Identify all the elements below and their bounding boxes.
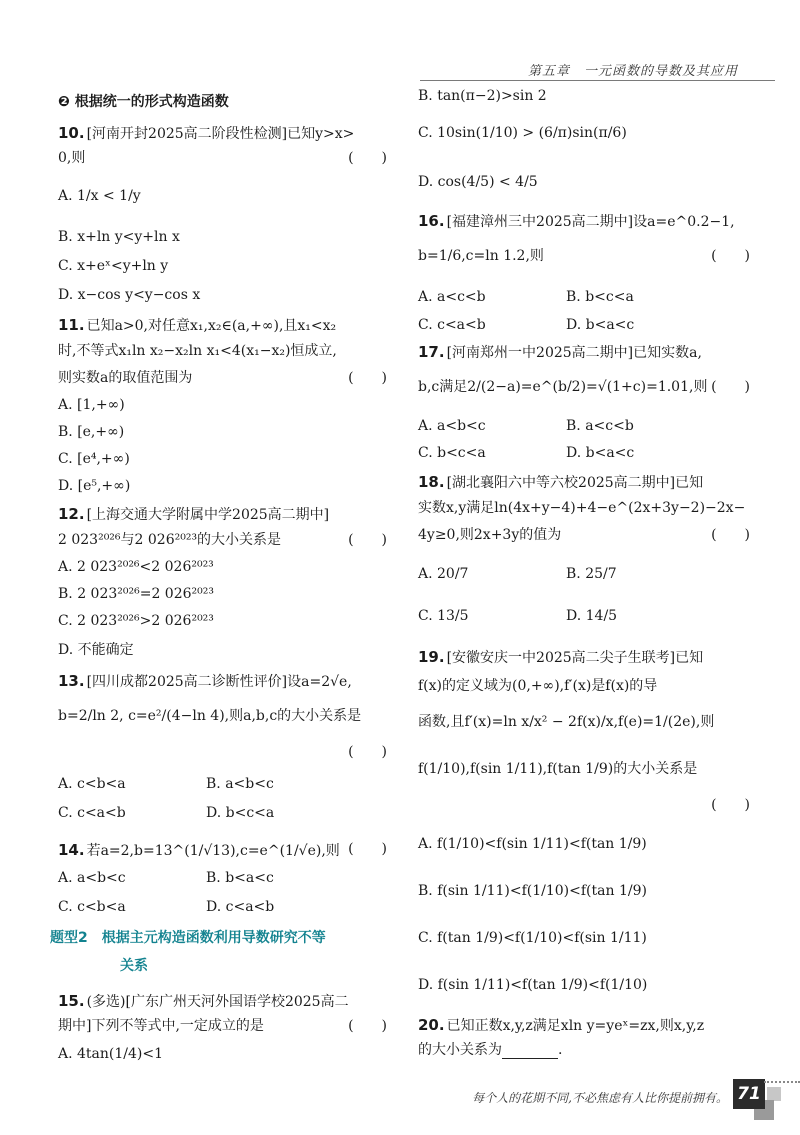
q12-option-c: C. 2 023²⁰²⁶>2 026²⁰²³ <box>58 613 214 629</box>
type2-title-line1: 题型2 根据主元构造函数利用导数研究不等 <box>50 930 326 946</box>
q12-answer-paren: ( ) <box>348 532 387 548</box>
q13-stem-line1: [四川成都2025高二诊断性评价]设a=2√e, <box>86 674 352 690</box>
q14-stem-line1: 若a=2,b=13^(1/√13),c=e^(1/√e),则 <box>86 843 340 859</box>
q14-option-c: C. c<b<a <box>58 899 126 915</box>
q15-option-d: D. cos(4/5) < 4/5 <box>418 174 538 190</box>
footer-dotted-line <box>764 1081 800 1083</box>
q12-option-a: A. 2 023²⁰²⁶<2 026²⁰²³ <box>58 559 214 575</box>
q18-option-c: C. 13/5 <box>418 608 469 624</box>
q15-option-c: C. 10sin(1/10) > (6/π)sin(π/6) <box>418 125 627 141</box>
q20-stem-line1: 已知正数x,y,z满足xln y=yeˣ=zx,则x,y,z <box>446 1018 705 1034</box>
q10-option-d: D. x−cos y<y−cos x <box>58 287 201 303</box>
q19-number: 19. <box>418 648 445 666</box>
chapter-header: 第五章 一元函数的导数及其应用 <box>527 64 738 79</box>
q16-stem-line2: b=1/6,c=ln 1.2,则 <box>418 248 544 264</box>
q18-option-a: A. 20/7 <box>418 566 469 582</box>
q12-number: 12. <box>58 505 85 523</box>
q20-number: 20. <box>418 1016 445 1034</box>
q15-stem-line2: 期中]下列不等式中,一定成立的是 <box>58 1018 264 1034</box>
q13-option-c: C. c<a<b <box>58 805 126 821</box>
q13-option-d: D. b<c<a <box>206 805 275 821</box>
q19-stem-line2: f(x)的定义域为(0,+∞),f′(x)是f(x)的导 <box>418 678 658 694</box>
q17-stem-line1: [河南郑州一中2025高二期中]已知实数a, <box>446 345 702 361</box>
q20-answer-blank[interactable] <box>502 1044 558 1059</box>
q19-option-d: D. f(sin 1/11)<f(tan 1/9)<f(1/10) <box>418 977 648 993</box>
page-number-shade-small <box>767 1087 781 1101</box>
q18-stem-line3: 4y≥0,则2x+3y的值为 <box>418 527 562 543</box>
q15-stem-line1: (多选)[广东广州天河外国语学校2025高二 <box>86 994 349 1010</box>
footer-motto: 每个人的花期不同,不必焦虑有人比你提前拥有。 <box>472 1091 728 1105</box>
q19-option-a: A. f(1/10)<f(sin 1/11)<f(tan 1/9) <box>418 836 647 852</box>
q19-stem-line3: 函数,且f′(x)=ln x/x² − 2f(x)/x,f(e)=1/(2e),则 <box>418 714 715 730</box>
q14-number: 14. <box>58 841 85 859</box>
q10-answer-paren: ( ) <box>348 150 387 166</box>
q13-option-b: B. a<b<c <box>206 776 274 792</box>
section-title: ❷ 根据统一的形式构造函数 <box>58 94 229 110</box>
q13-stem-line2: b=2/ln 2, c=e²/(4−ln 4),则a,b,c的大小关系是 <box>58 708 362 724</box>
q12-option-d: D. 不能确定 <box>58 642 134 658</box>
q17-option-a: A. a<b<c <box>418 418 486 434</box>
q15-option-a: A. 4tan(1/4)<1 <box>58 1046 163 1062</box>
q18-option-d: D. 14/5 <box>566 608 618 624</box>
q17-option-b: B. a<c<b <box>566 418 634 434</box>
q19-stem-line4: f(1/10),f(sin 1/11),f(tan 1/9)的大小关系是 <box>418 761 698 777</box>
header-rule <box>420 80 775 81</box>
q16-number: 16. <box>418 212 445 230</box>
q17-option-c: C. b<c<a <box>418 445 486 461</box>
q17-number: 17. <box>418 343 445 361</box>
q11-number: 11. <box>58 316 85 334</box>
q12-option-b: B. 2 023²⁰²⁶=2 026²⁰²³ <box>58 586 214 602</box>
q14-option-b: B. b<a<c <box>206 870 274 886</box>
q16-stem-line1: [福建漳州三中2025高二期中]设a=e^0.2−1, <box>446 214 735 230</box>
q15-number: 15. <box>58 992 85 1010</box>
q16-option-d: D. b<a<c <box>566 317 635 333</box>
q11-stem-line3: 则实数a的取值范围为 <box>58 370 193 386</box>
q18-stem-line2: 实数x,y满足ln(4x+y−4)+4−e^(2x+3y−2)−2x− <box>418 500 746 516</box>
q11-option-b: B. [e,+∞) <box>58 424 125 440</box>
q15-option-b: B. tan(π−2)>sin 2 <box>418 88 547 104</box>
q16-answer-paren: ( ) <box>711 248 750 264</box>
q12-stem-line2: 2 023²⁰²⁶与2 026²⁰²³的大小关系是 <box>58 532 282 548</box>
q10-option-c: C. x+eˣ<y+ln y <box>58 258 169 274</box>
q11-answer-paren: ( ) <box>348 370 387 386</box>
q16-option-b: B. b<c<a <box>566 289 634 305</box>
q17-option-d: D. b<a<c <box>566 445 635 461</box>
type2-title-line2: 关系 <box>120 958 148 974</box>
page-number: 71 <box>733 1079 765 1109</box>
q10-stem-line2: 0,则 <box>58 150 86 166</box>
q15-answer-paren: ( ) <box>348 1018 387 1034</box>
q18-stem-line1: [湖北襄阳六中等六校2025高二期中]已知 <box>446 475 704 491</box>
q16-option-a: A. a<c<b <box>418 289 486 305</box>
q10-stem-line1: [河南开封2025高二阶段性检测]已知y>x> <box>86 126 355 142</box>
q17-answer-paren: ( ) <box>711 379 750 395</box>
q20-stem-line2: 的大小关系为 <box>418 1042 502 1058</box>
q13-option-a: A. c<b<a <box>58 776 126 792</box>
q19-answer-paren: ( ) <box>711 797 750 813</box>
q13-number: 13. <box>58 672 85 690</box>
q11-option-c: C. [e⁴,+∞) <box>58 451 130 467</box>
q12-stem-line1: [上海交通大学附属中学2025高二期中] <box>86 507 330 523</box>
q14-option-a: A. a<b<c <box>58 870 126 886</box>
q11-option-a: A. [1,+∞) <box>58 397 125 413</box>
q11-option-d: D. [e⁵,+∞) <box>58 478 131 494</box>
q17-stem-line2: b,c满足2/(2−a)=e^(b/2)=√(1+c)=1.01,则 <box>418 379 708 395</box>
q20-stem-line2-end: . <box>558 1042 563 1058</box>
q18-number: 18. <box>418 473 445 491</box>
q14-answer-paren: ( ) <box>348 841 387 857</box>
q16-option-c: C. c<a<b <box>418 317 486 333</box>
q13-answer-paren: ( ) <box>348 744 387 760</box>
q11-stem-line2: 时,不等式x₁ln x₂−x₂ln x₁<4(x₁−x₂)恒成立, <box>58 343 337 359</box>
q19-option-c: C. f(tan 1/9)<f(1/10)<f(sin 1/11) <box>418 930 647 946</box>
q10-number: 10. <box>58 124 85 142</box>
q10-option-a: A. 1/x < 1/y <box>58 188 141 204</box>
q18-answer-paren: ( ) <box>711 527 750 543</box>
q10-option-b: B. x+ln y<y+ln x <box>58 229 180 245</box>
q14-option-d: D. c<a<b <box>206 899 275 915</box>
q18-option-b: B. 25/7 <box>566 566 617 582</box>
q11-stem-line1: 已知a>0,对任意x₁,x₂∈(a,+∞),且x₁<x₂ <box>86 318 337 334</box>
q19-option-b: B. f(sin 1/11)<f(1/10)<f(tan 1/9) <box>418 883 647 899</box>
q19-stem-line1: [安徽安庆一中2025高二尖子生联考]已知 <box>446 650 704 666</box>
